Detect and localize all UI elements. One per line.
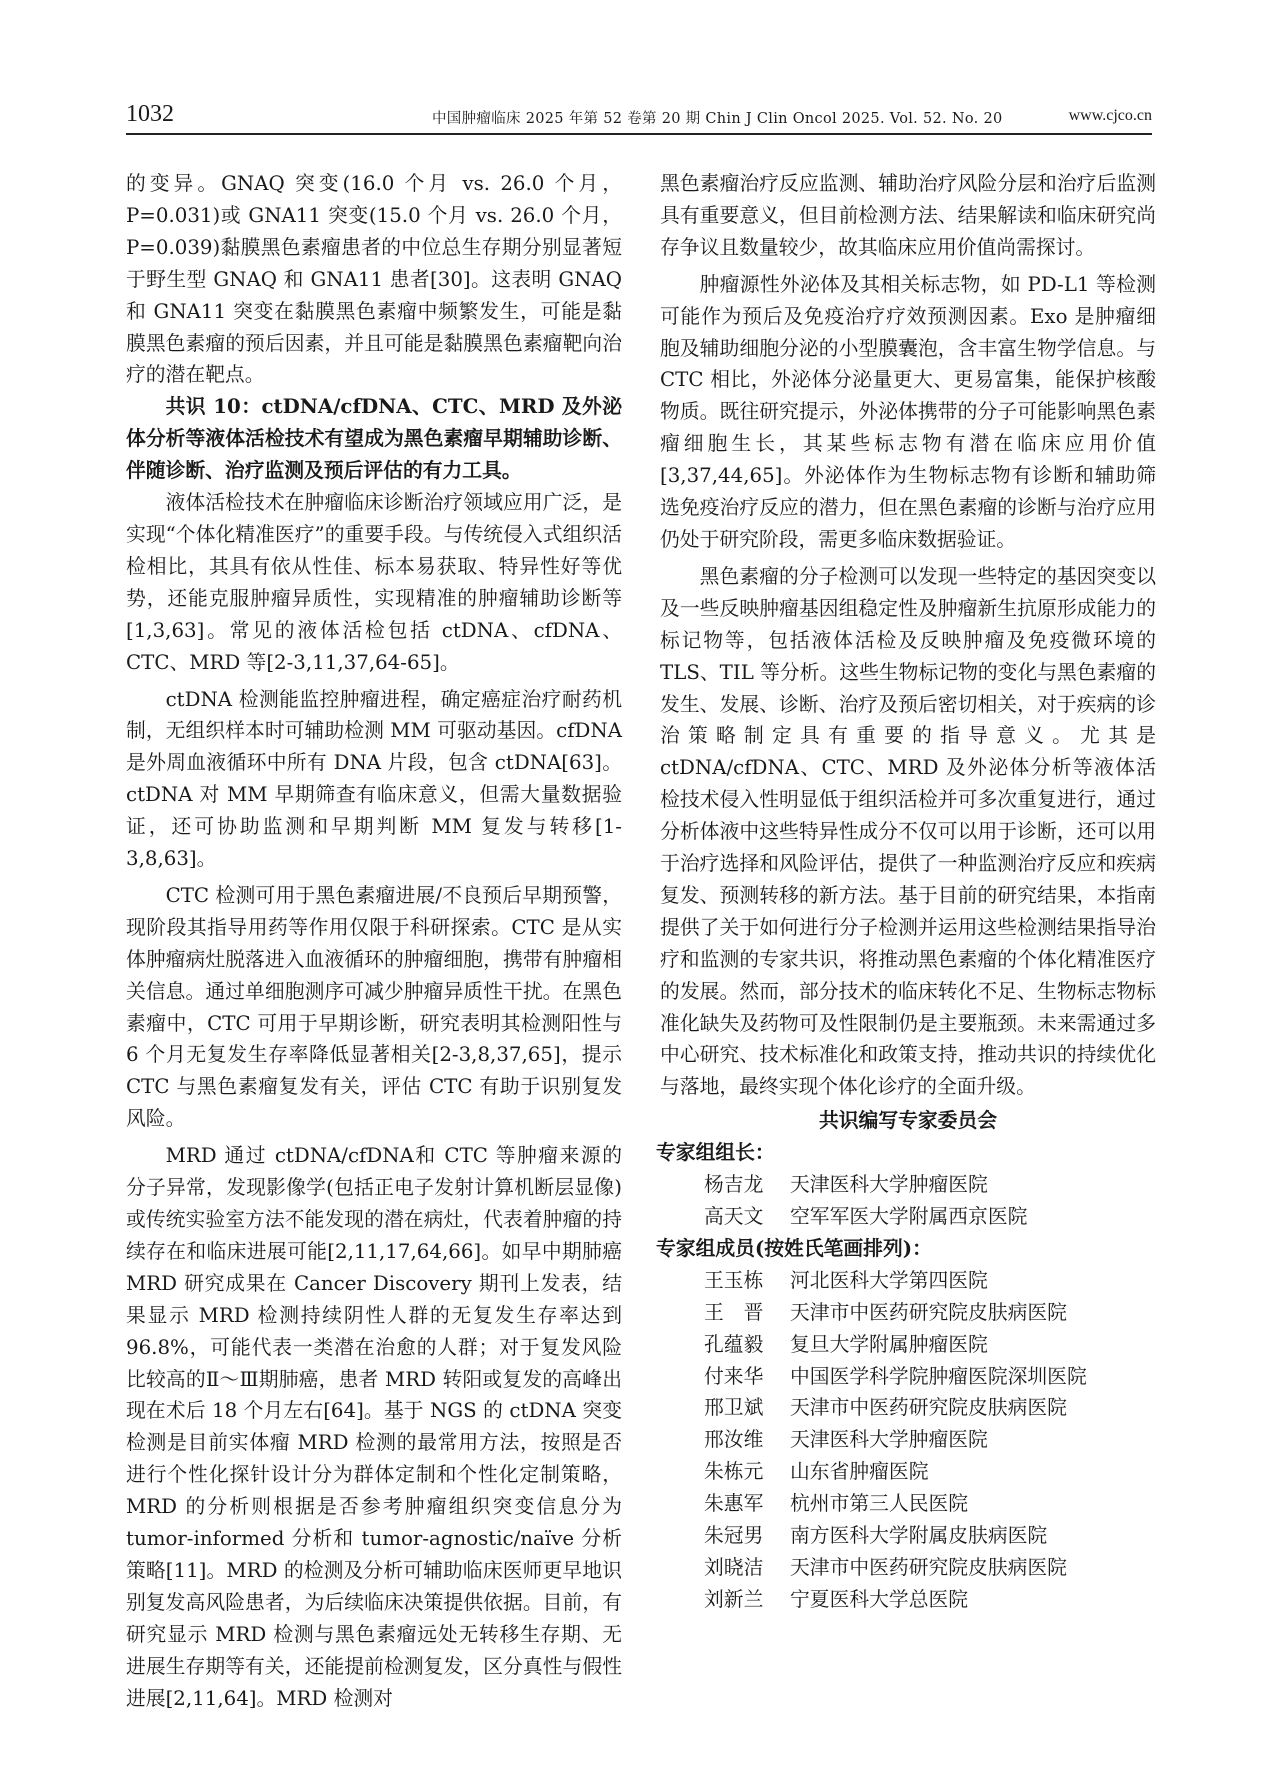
member-entry: [704, 1424, 1156, 1456]
header-rule: [126, 133, 1152, 135]
member-entry: [704, 1265, 1156, 1297]
member-entry: [704, 1297, 1156, 1329]
expert-name: 朱冠男: [704, 1524, 764, 1548]
expert-institution: 山东省肿瘤医院: [790, 1460, 929, 1484]
running-header: [126, 101, 1152, 133]
paragraph-ctc: CTC 检测可用于黑色素瘤进展/不良预后早期预警，现阶段其指导用药等作用仅限于科研探索。CTC 是从实体肿瘤病灶脱落进入血液循环的肿瘤细胞，携带有肿瘤相关信息。通过单细胞测序可减少肿瘤异质性干扰。在黑色素瘤中，CTC 可用于早期诊断，研究表明其检测阳性与 6 个月无复发生存率降低显著相关[2-3,8,37,65]，提示 CTC 与黑色素瘤复发有关，评估 CTC 有助于识别复发风险。: [126, 883, 622, 1131]
expert-institution: 天津市中医药研究院皮肤病医院: [790, 1300, 1067, 1324]
paragraph-ctdna: ctDNA 检测能监控肿瘤进程，确定癌症治疗耐药机制，无组织样本时可辅助检测 MM 可驱动基因。cfDNA 是外周血液循环中所有 DNA 片段，包含 ctDNA[63]。ctDNA 对 MM 早期筛查有临床意义，但需大量数据验证，还可协助监测和早期判断 MM 复发与转移[1-3,8,63]。: [126, 687, 622, 871]
journal-running-title: 中国肿瘤临床 2025 年第 52 卷第 20 期 Chin J Clin Oncol 2025. Vol. 52. No. 20: [432, 111, 1003, 127]
member-entry: [704, 1552, 1156, 1584]
paragraph-mrd-continued: 黑色素瘤治疗反应监测、辅助治疗风险分层和治疗后监测具有重要意义，但目前检测方法、结果解读和临床研究尚存争议且数量较少，故其临床应用价值尚需探讨。: [660, 172, 1156, 259]
leaders-label: 专家组组长：: [656, 1140, 775, 1165]
expert-institution: 天津医科大学肿瘤医院: [790, 1428, 988, 1452]
journal-website: www.cjco.cn: [1068, 107, 1152, 124]
expert-institution: 天津市中医药研究院皮肤病医院: [790, 1555, 1067, 1579]
expert-name: 刘新兰: [704, 1587, 764, 1611]
expert-name: 付来华: [704, 1364, 764, 1388]
paragraph-conclusion: 黑色素瘤的分子检测可以发现一些特定的基因突变以及一些反映肿瘤基因组稳定性及肿瘤新生抗原形成能力的标记物等，包括液体活检及反映肿瘤及免疫微环境的 TLS、TIL 等分析。这些生物标记物的变化与黑色素瘤的发生、发展、诊断、治疗及预后密切相关，对于疾病的诊治策略制定具有重要的指导意义。尤其是 ctDNA/cfDNA、CTC、MRD 及外泌体分析等液体活检技术侵入性明显低于组织活检并可多次重复进行，通过分析体液中这些特异性成分不仅可以用于诊断，还可以用于治疗选择和风险评估，提供了一种监测治疗反应和疾病复发、预测转移的新方法。基于目前的研究结果，本指南提供了关于如何进行分子检测并运用这些检测结果指导治疗和监测的专家共识，将推动黑色素瘤的个体化精准医疗的发展。然而，部分技术的临床转化不足、生物标志物标准化缺失及药物可及性限制仍是主要瓶颈。未来需通过多中心研究、技术标准化和政策支持，推动共识的持续优化与落地，最终实现个体化诊疗的全面升级。: [660, 564, 1156, 1099]
members-label: 专家组成员(按姓氏笔画排列)：: [656, 1235, 932, 1260]
expert-name: 朱惠军: [704, 1492, 764, 1516]
committee-title: 共识编写专家委员会: [818, 1108, 998, 1133]
expert-institution: 空军军医大学附属西京医院: [790, 1205, 1028, 1228]
expert-name: 杨吉龙: [704, 1173, 764, 1197]
expert-name: 孔蕴毅: [704, 1332, 764, 1356]
expert-institution: 天津医科大学肿瘤医院: [790, 1173, 988, 1197]
expert-institution: 杭州市第三人民医院: [790, 1492, 969, 1516]
leader-entry: [704, 1169, 1156, 1201]
expert-name: 高天文: [704, 1205, 764, 1228]
left-column: [126, 168, 622, 1715]
expert-institution: 天津市中医药研究院皮肤病医院: [790, 1396, 1067, 1420]
expert-name: 邢汝维: [704, 1428, 764, 1452]
expert-institution: 中国医学科学院肿瘤医院深圳医院: [790, 1364, 1087, 1388]
leaders-list: [660, 1169, 1156, 1233]
expert-institution: 复旦大学附属肿瘤医院: [790, 1332, 988, 1356]
paragraph-exosome: 肿瘤源性外泌体及其相关标志物，如 PD-L1 等检测可能作为预后及免疫治疗疗效预测因素。Exo 是肿瘤细胞及辅助细胞分泌的小型膜囊泡，含丰富生物学信息。与 CTC 相比，外泌体分泌量更大、更易富集，能保护核酸物质。既往研究提示，外泌体携带的分子可能影响黑色素瘤细胞生长，其某些标志物有潜在临床应用价值[3,37,44,65]。外泌体作为生物标志物有诊断和辅助筛选免疫治疗反应的潜力，但在黑色素瘤的诊断与治疗应用仍处于研究阶段，需更多临床数据验证。: [660, 272, 1156, 551]
expert-institution: 河北医科大学第四医院: [790, 1268, 988, 1292]
paragraph-mrd: MRD 通过 ctDNA/cfDNA和 CTC 等肿瘤来源的分子异常，发现影像学(包括正电子发射计算机断层显像)或传统实验室方法不能发现的潜在病灶，代表着肿瘤的持续存在和临床进展可能[2,11,17,64,66]。如早中期肺癌 MRD 研究成果在 Cancer Discovery 期刊上发表，结果显示 MRD 检测持续阴性人群的无复发生存率达到 96.8%，可能代表一类潜在治愈的人群；对于复发风险比较高的Ⅱ～Ⅲ期肺癌，患者 MRD 转阳或复发的高峰出现在术后 18 个月左右[64]。基于 NGS 的 ctDNA 突变检测是目前实体瘤 MRD 检测的最常用方法，按照是否进行个性化探针设计分为群体定制和个性化定制策略，MRD 的分析则根据是否参考肿瘤组织突变信息分为 tumor-informed 分析和 tumor-agnostic/naïve 分析策略[11]。MRD 的检测及分析可辅助临床医师更早地识别复发高风险患者，为后续临床决策提供依据。目前，有研究显示 MRD 检测与黑色素瘤远处无转移生存期、无进展生存期等有关，还能提前检测复发，区分真性与假性进展[2,11,64]。MRD 检测对: [126, 1144, 622, 1710]
member-entry: [704, 1488, 1156, 1520]
right-column: [656, 168, 1156, 1616]
leader-entry: [704, 1201, 1156, 1233]
member-entry: [704, 1392, 1156, 1424]
paragraph-liquid-biopsy: 液体活检技术在肿瘤临床诊断治疗领域应用广泛，是实现“个体化精准医疗”的重要手段。与传统侵入式组织活检相比，其具有依从性佳、标本易获取、特异性好等优势，还能克服肿瘤异质性，实现精准的肿瘤辅助诊断等[1,3,63]。常见的液体活检包括 ctDNA、cfDNA、CTC、MRD 等[2-3,11,37,64-65]。: [126, 491, 622, 674]
members-list: [660, 1265, 1156, 1616]
expert-institution: 南方医科大学附属皮肤病医院: [790, 1524, 1048, 1548]
member-entry: [704, 1520, 1156, 1552]
expert-name: 王 晋: [704, 1300, 764, 1324]
expert-name: 王玉栋: [704, 1268, 764, 1292]
member-entry: [704, 1584, 1156, 1616]
expert-name: 邢卫斌: [704, 1396, 764, 1420]
paragraph-gnaq: 的变异。GNAQ 突变(16.0 个月 vs. 26.0 个月，P=0.031)或 GNA11 突变(15.0 个月 vs. 26.0 个月，P=0.039)黏膜黑色素瘤患者的中位总生存期分别显著短于野生型 GNAQ 和 GNA11 患者[30]。这表明 GNAQ 和 GNA11 突变在黏膜黑色素瘤中频繁发生，可能是黏膜黑色素瘤的预后因素，并且可能是黏膜黑色素瘤靶向治疗的潜在靶点。: [126, 172, 622, 387]
expert-institution: 宁夏医科大学总医院: [790, 1587, 969, 1611]
page-number: 1032: [126, 101, 174, 127]
member-entry: [704, 1456, 1156, 1488]
expert-name: 刘晓洁: [704, 1555, 764, 1579]
member-entry: [704, 1361, 1156, 1393]
consensus-10-heading: 共识 10：ctDNA/cfDNA、CTC、MRD 及外泌体分析等液体活检技术有望成为黑色素瘤早期辅助诊断、伴随诊断、治疗监测及预后评估的有力工具。: [126, 394, 622, 483]
expert-name: 朱栋元: [704, 1460, 764, 1484]
member-entry: [704, 1329, 1156, 1361]
